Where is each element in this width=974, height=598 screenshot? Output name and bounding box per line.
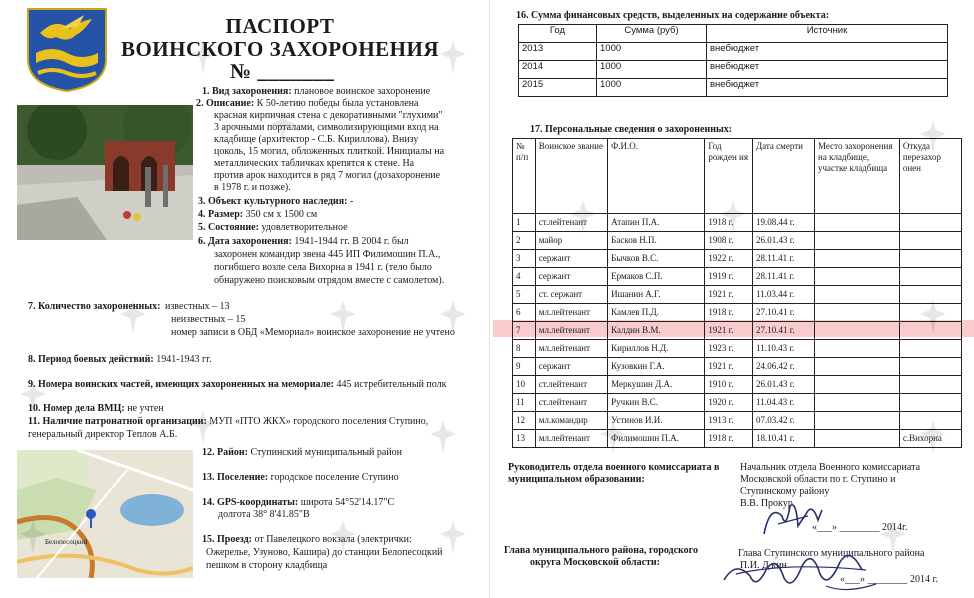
watermark-icon: [270, 110, 296, 144]
watermark-icon: [20, 520, 46, 554]
item-3: 3. Объект культурного наследия: -: [198, 196, 354, 207]
table-row: [513, 430, 962, 448]
watermark-icon: [440, 40, 466, 74]
finance-table: [518, 24, 948, 97]
watermark-icon: [600, 420, 626, 454]
table-row: [513, 250, 962, 268]
table-cell: 7: [513, 322, 536, 340]
item-5: 5. Состояние: удовлетворительное: [198, 222, 348, 233]
table-row: [513, 412, 962, 430]
fin-cell: внебюджет: [707, 79, 948, 97]
fin-cell: внебюджет: [707, 61, 948, 79]
table-cell: [899, 358, 961, 376]
table-cell: Камлев П.Д.: [608, 304, 705, 322]
table-cell: 26.01.43 г.: [752, 376, 814, 394]
table-cell: 07.03.42 г.: [752, 412, 814, 430]
count-record: номер записи в ОБД «Мемориал» воинское захоронение не учтено: [171, 327, 455, 338]
fin-header-row: [519, 25, 948, 43]
table-cell: 2: [513, 232, 536, 250]
fin-cell: 1000: [597, 79, 707, 97]
table-cell: 6: [513, 304, 536, 322]
map-label: Белопесоцкий: [45, 538, 88, 546]
table-cell: Ермаков С.П.: [608, 268, 705, 286]
pers-header-from: Откуда перезахор онен: [899, 139, 961, 214]
desc-line-1: красная кирпичная стена с декоративными "глухими": [214, 110, 443, 121]
watermark-icon: [20, 380, 46, 414]
table-cell: 1918 г.: [705, 304, 753, 322]
head1-date: «___» ________ 2014г.: [812, 522, 908, 533]
gps: 14. GPS-координаты: широта 54°52'14.17"С: [202, 497, 395, 508]
table-cell: 19.08.44 г.: [752, 214, 814, 232]
passport-number: № _______: [230, 59, 335, 83]
table-cell: [815, 286, 900, 304]
table-cell: 12: [513, 412, 536, 430]
table-cell: 1918 г.: [705, 430, 753, 448]
table-row: [513, 286, 962, 304]
table-cell: 1922 г.: [705, 250, 753, 268]
fin-cell: внебюджет: [707, 43, 948, 61]
item-2: 2. Описание: К 50-летию победы была установлена: [196, 98, 419, 109]
patron-line2: генеральный директор Теплов А.Б.: [28, 429, 178, 440]
head1-line-1: Начальник отдела Военного комиссариата: [740, 462, 921, 473]
location-map: [17, 450, 193, 578]
item-1: 1. Вид захоронения: плановое воинское захоронение: [202, 86, 431, 97]
head1-label-line1: Руководитель отдела военного комиссариата в: [508, 462, 720, 473]
watermark-icon: [720, 200, 746, 234]
route-line2: Ожерелье, Узуново, Кашира) до станции Белопесоцкий: [206, 547, 443, 558]
gps-longitude: долгота 38° 8'41.85"В: [218, 509, 310, 520]
table-cell: [815, 412, 900, 430]
table-cell: 1921 г.: [705, 286, 753, 304]
passport-title-line1: ПАСПОРТ: [225, 14, 335, 38]
table-cell: 9: [513, 358, 536, 376]
table-cell: [815, 322, 900, 340]
table-cell: [815, 376, 900, 394]
table-cell: 11.10.43 г.: [752, 340, 814, 358]
desc-line-5: металлических табличках крепятся к стене. На: [214, 158, 415, 169]
pers-header-death: Дата смерти: [752, 139, 814, 214]
table-cell: 5: [513, 286, 536, 304]
pers-header-name: Ф.И.О.: [608, 139, 705, 214]
fin-cell: 2013: [519, 43, 597, 61]
head2-line-2: П.И. Д кин: [740, 560, 787, 571]
table-cell: [815, 250, 900, 268]
table-cell: [899, 268, 961, 286]
count-label: 7. Количество захороненных:: [28, 301, 161, 312]
watermark-icon: [440, 300, 466, 334]
table-cell: Басков Н.П.: [608, 232, 705, 250]
fin-cell: 2015: [519, 79, 597, 97]
table-row: [513, 322, 962, 340]
table-cell: ст.лейтенант: [535, 214, 607, 232]
watermark-icon: [920, 120, 946, 154]
table-cell: [815, 304, 900, 322]
table-cell: [815, 394, 900, 412]
desc-line-3: кладбище (архитектор - С.Б. Кириллова). Внизу: [214, 134, 419, 145]
table-cell: 11.03.44 г.: [752, 286, 814, 304]
table-cell: Калдин В.М.: [608, 322, 705, 340]
watermark-icon: [570, 200, 596, 234]
table-cell: [899, 214, 961, 232]
table-cell: [815, 430, 900, 448]
table-cell: 8: [513, 340, 536, 358]
fin-cell: 1000: [597, 61, 707, 79]
table-cell: ст. сержант: [535, 286, 607, 304]
table-cell: 1: [513, 214, 536, 232]
table-cell: мл.лейтенант: [535, 340, 607, 358]
watermark-icon: [920, 420, 946, 454]
table-cell: мл.лейтенант: [535, 304, 607, 322]
fin-row: [519, 43, 948, 61]
table-cell: 11.04.43 г.: [752, 394, 814, 412]
table-cell: Ручкин В.С.: [608, 394, 705, 412]
watermark-icon: [330, 300, 356, 334]
head2-line-1: Глава Ступинского муниципального района: [738, 548, 925, 559]
watermark-icon: [330, 520, 356, 554]
table-cell: 1919 г.: [705, 268, 753, 286]
item-4: 4. Размер: 350 см х 1500 см: [198, 209, 318, 220]
table-cell: Устинов И.И.: [608, 412, 705, 430]
route-line3: пешком в сторону кладбища: [206, 560, 328, 571]
pers-header-place: Место захоронения на кладбище, участке кладбища: [815, 139, 900, 214]
table-cell: сержант: [535, 250, 607, 268]
patron: 11. Наличие патронатной организации: МУП «ПТО ЖКХ» городского поселения Ступино,: [28, 416, 429, 427]
personnel-table: [512, 138, 962, 448]
desc-line-4: цоколь, 15 могил, обложенных плиткой. Инициалы на: [214, 146, 445, 157]
table-cell: 1923 г.: [705, 340, 753, 358]
table-cell: ст.лейтенант: [535, 394, 607, 412]
watermark-icon: [920, 300, 946, 334]
table-cell: 28.11.41 г.: [752, 268, 814, 286]
table-cell: [899, 232, 961, 250]
fin-header-year: Год: [519, 25, 597, 43]
vmc-number: 10. Номер дела ВМЦ: не учтен: [28, 403, 164, 414]
table-cell: 3: [513, 250, 536, 268]
pers-header-rank: Воинское звание: [535, 139, 607, 214]
table-cell: 27.10.41 г.: [752, 322, 814, 340]
item-6: 6. Дата захоронения: 1941-1944 гг. В 2004 г. был: [198, 236, 409, 247]
fin-header-sum: Сумма (руб): [597, 25, 707, 43]
table-cell: 1913 г.: [705, 412, 753, 430]
table-cell: сержант: [535, 358, 607, 376]
desc-line-7: в 1978 г. и позже).: [214, 182, 291, 193]
table-cell: [815, 232, 900, 250]
date-line-2: погибшего возле села Вихорна в 1941 г. (тело было: [214, 262, 432, 273]
table-cell: [899, 250, 961, 268]
table-cell: [815, 214, 900, 232]
table-cell: Атапин П.А.: [608, 214, 705, 232]
region: 12. Район: Ступинский муниципальный район: [202, 447, 403, 458]
memorial-photo: [17, 105, 193, 240]
head2-label-line2: округа Московской области:: [530, 557, 661, 568]
fin-header-source: Источник: [707, 25, 948, 43]
date-line-1: захоронен командир звена 445 ИП Филимошин П.А.,: [214, 249, 441, 260]
table-row: [513, 268, 962, 286]
head1-line-4: В.В. Прокур: [740, 498, 793, 509]
table-row: [513, 340, 962, 358]
period: 8. Период боевых действий: 1941-1943 гг.: [28, 354, 212, 365]
watermark-icon: [880, 520, 906, 554]
table-cell: 1921 г.: [705, 322, 753, 340]
table-cell: 1908 г.: [705, 232, 753, 250]
table-cell: 11: [513, 394, 536, 412]
signature-1: [760, 496, 840, 538]
table-cell: 1920 г.: [705, 394, 753, 412]
count-known: известных – 13: [165, 301, 230, 312]
head1-line-3: Ступинскому району: [740, 486, 830, 497]
table-cell: 1921 г.: [705, 358, 753, 376]
table-row: [513, 394, 962, 412]
settlement: 13. Поселение: городское поселение Ступино: [202, 472, 399, 483]
table-cell: Бычков В.С.: [608, 250, 705, 268]
table-cell: 1910 г.: [705, 376, 753, 394]
coat-of-arms-emblem: [26, 7, 108, 93]
fin-row: [519, 61, 948, 79]
table-cell: [899, 394, 961, 412]
table-cell: [899, 340, 961, 358]
pers-title: 17. Персональные сведения о захороненных:: [530, 124, 733, 135]
watermark-icon: [120, 300, 146, 334]
table-row: [513, 358, 962, 376]
table-cell: с.Вихорна: [899, 430, 961, 448]
pers-header-num: № п/п: [513, 139, 536, 214]
table-row: [513, 376, 962, 394]
table-row: [513, 304, 962, 322]
route: 15. Проезд: от Павелецкого вокзала (электрички:: [202, 534, 412, 545]
table-cell: [899, 376, 961, 394]
table-cell: Кузовкин Г.А.: [608, 358, 705, 376]
table-cell: 10: [513, 376, 536, 394]
passport-title-line2: ВОИНСКОГО ЗАХОРОНЕНИЯ: [120, 37, 440, 61]
signature-2: [716, 540, 886, 596]
desc-line-2: 3 арочными порталами, символизирующими вход на: [214, 122, 439, 133]
table-cell: Филимошин П.А.: [608, 430, 705, 448]
date-line-3: обнаружено поисковым отрядом вместе с самолетом).: [214, 275, 445, 286]
units: 9. Номера воинских частей, имеющих захороненных на мемориале: 445 истребительный полк: [28, 379, 447, 390]
watermark-icon: [190, 410, 216, 444]
watermark-icon: [440, 520, 466, 554]
head2-label-line1: Глава муниципального района, городского: [504, 545, 698, 556]
table-cell: 1918 г.: [705, 214, 753, 232]
table-cell: Кириллов Н.Д.: [608, 340, 705, 358]
table-cell: [815, 268, 900, 286]
table-cell: мл.командир: [535, 412, 607, 430]
count-unknown: неизвестных – 15: [171, 314, 246, 325]
fin-row: [519, 79, 948, 97]
table-cell: 26.01.43 г.: [752, 232, 814, 250]
watermark-icon: [430, 420, 456, 454]
table-cell: ст.лейтенант: [535, 376, 607, 394]
table-cell: Ишанин А.Г.: [608, 286, 705, 304]
table-cell: [815, 340, 900, 358]
table-cell: 24.06.42 г.: [752, 358, 814, 376]
watermark-icon: [190, 40, 216, 74]
table-cell: Меркушин Д.А.: [608, 376, 705, 394]
table-cell: 28.11.41 г.: [752, 250, 814, 268]
table-row: [513, 232, 962, 250]
page-divider: [489, 0, 490, 598]
table-cell: [815, 358, 900, 376]
fin-cell: 1000: [597, 43, 707, 61]
table-cell: 27.10.41 г.: [752, 304, 814, 322]
table-cell: 18.10.41 г.: [752, 430, 814, 448]
desc-line-6: против арок находится в ряд 7 могил (дозахоронение: [214, 170, 441, 181]
table-cell: 4: [513, 268, 536, 286]
table-cell: мл.лейтенант: [535, 322, 607, 340]
head2-date: «___» ________ 2014 г.: [840, 574, 938, 585]
table-cell: 13: [513, 430, 536, 448]
fin-title: 16. Сумма финансовых средств, выделенных на содержание объекта:: [516, 10, 830, 21]
table-cell: сержант: [535, 268, 607, 286]
head1-line-2: Московской области по г. Ступино и: [740, 474, 896, 485]
table-cell: мл.лейтенант: [535, 430, 607, 448]
pers-header-birth: Год рожден ия: [705, 139, 753, 214]
fin-cell: 2014: [519, 61, 597, 79]
table-cell: майор: [535, 232, 607, 250]
head1-label-line2: муниципальном образовании:: [508, 474, 645, 485]
